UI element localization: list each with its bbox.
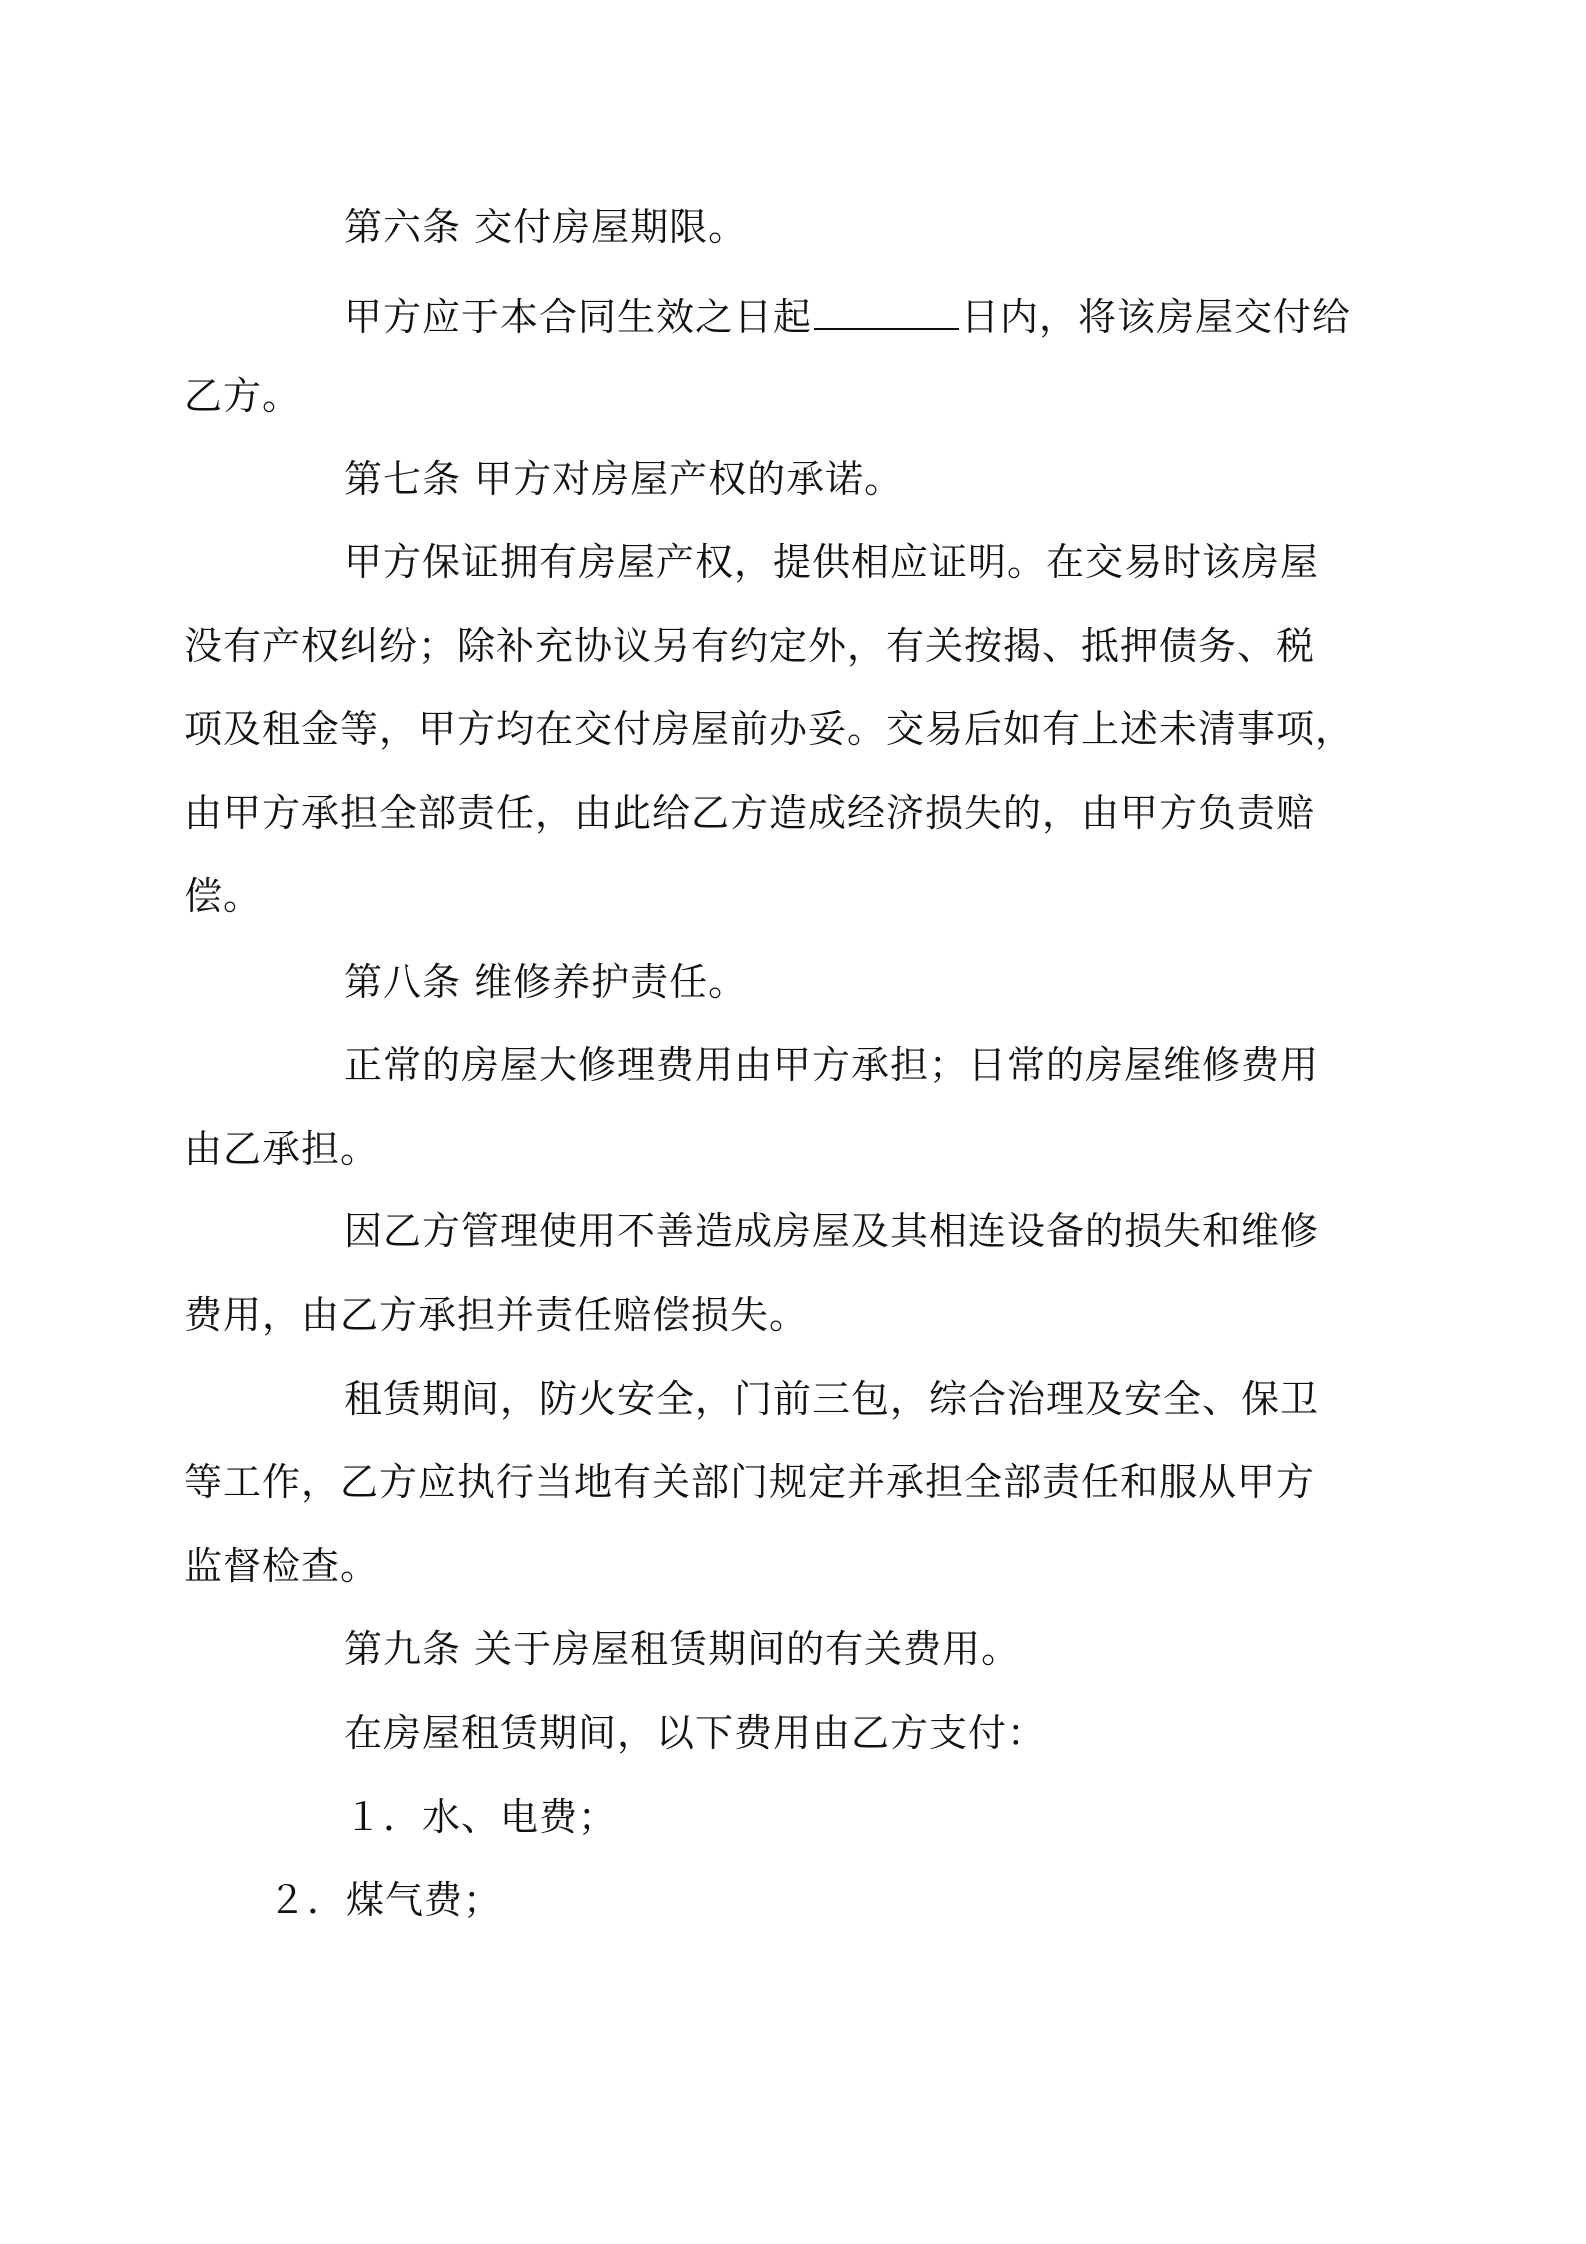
article-8-heading: 第八条 维修养护责任。 bbox=[344, 960, 748, 1004]
article-8-paragraph-line: 正常的房屋大修理费用由甲方承担；日常的房屋维修费用 bbox=[344, 1043, 1320, 1087]
article-9-heading: 第九条 关于房屋租赁期间的有关费用。 bbox=[344, 1627, 1021, 1671]
article-8-paragraph-line: 监督检查。 bbox=[184, 1544, 380, 1588]
article-8-paragraph-line: 由乙承担。 bbox=[184, 1127, 380, 1171]
article-8-paragraph-line: 等工作，乙方应执行当地有关部门规定并承担全部责任和服从甲方 bbox=[184, 1460, 1316, 1504]
article-8-paragraph-line: 租赁期间，防火安全，门前三包，综合治理及安全、保卫 bbox=[344, 1377, 1320, 1421]
article-9-intro: 在房屋租赁期间，以下费用由乙方支付： bbox=[344, 1711, 1047, 1755]
article-7-paragraph-line: 项及租金等，甲方均在交付房屋前办妥。交易后如有上述未清事项， bbox=[184, 707, 1355, 751]
article-7-paragraph-line: 由甲方承担全部责任，由此给乙方造成经济损失的，由甲方负责赔 bbox=[184, 791, 1316, 835]
article-8-paragraph-line: 费用，由乙方承担并责任赔偿损失。 bbox=[184, 1293, 809, 1337]
days-blank-field bbox=[814, 288, 959, 330]
article-7-heading: 第七条 甲方对房屋产权的承诺。 bbox=[344, 457, 904, 501]
article-6-text-before-blank: 甲方应于本合同生效之日起 bbox=[344, 295, 813, 339]
fee-list-item: ２．煤气费； bbox=[268, 1878, 503, 1922]
article-6-paragraph-line bbox=[344, 288, 1352, 339]
article-6-text-after-blank: 日内，将该房屋交付给 bbox=[961, 295, 1352, 339]
article-6-paragraph-line: 乙方。 bbox=[184, 374, 302, 418]
article-7-paragraph-line: 甲方保证拥有房屋产权，提供相应证明。在交易时该房屋 bbox=[344, 540, 1320, 584]
article-8-paragraph-line: 因乙方管理使用不善造成房屋及其相连设备的损失和维修 bbox=[344, 1209, 1320, 1253]
article-7-paragraph-line: 没有产权纠纷；除补充协议另有约定外，有关按揭、抵押债务、税 bbox=[184, 624, 1316, 668]
article-6-heading: 第六条 交付房屋期限。 bbox=[344, 205, 748, 249]
article-7-paragraph-line: 偿。 bbox=[184, 874, 263, 918]
fee-list-item: １．水、电费； bbox=[344, 1795, 618, 1839]
